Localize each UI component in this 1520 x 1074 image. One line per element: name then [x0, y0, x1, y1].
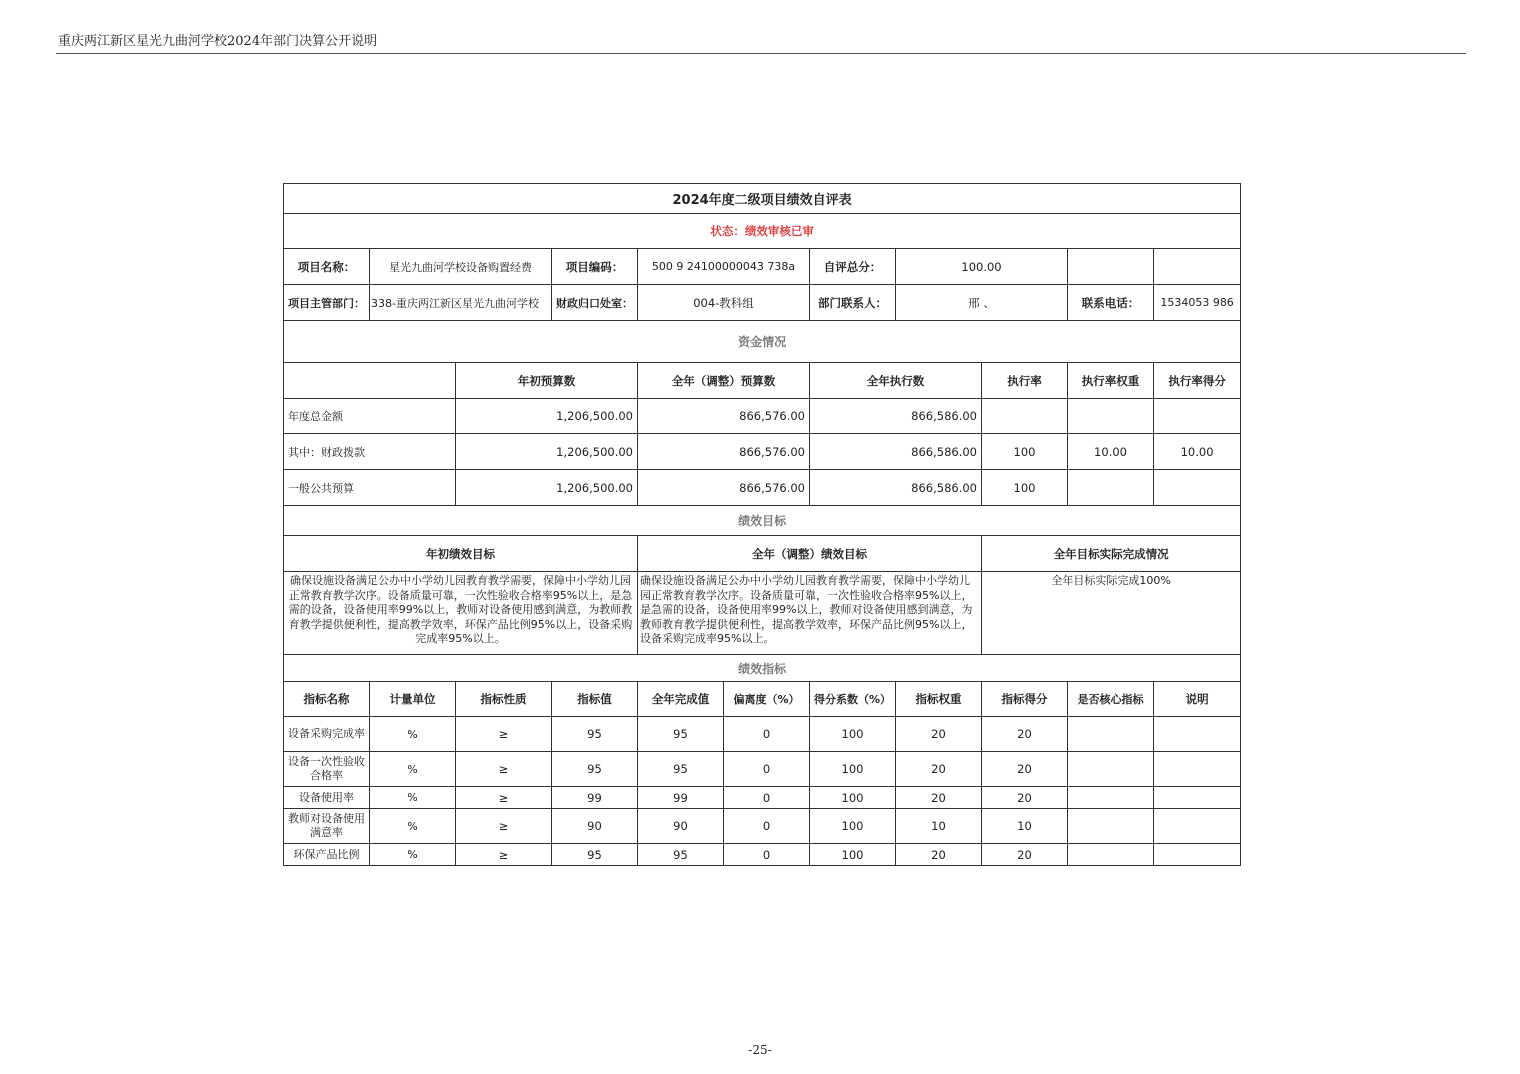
indicator-header: 计量单位	[370, 682, 456, 717]
indicator-nature: ≥	[456, 717, 552, 752]
table-row	[284, 844, 1241, 866]
indicator-name: 设备一次性验收合格率	[284, 752, 370, 787]
self-score-value: 100.00	[896, 249, 1068, 285]
funding-row-executed: 866,586.00	[810, 434, 982, 470]
funding-row-weight	[1068, 399, 1154, 434]
status-text: 状态：绩效审核已审	[284, 214, 1241, 249]
indicator-note	[1154, 844, 1241, 866]
indicator-coefficient: 100	[810, 787, 896, 809]
indicator-core	[1068, 844, 1154, 866]
funding-row-name: 一般公共预算	[284, 470, 456, 506]
indicator-note	[1154, 752, 1241, 787]
indicator-score: 20	[982, 717, 1068, 752]
indicator-unit: %	[370, 809, 456, 844]
table-row	[284, 717, 1241, 752]
indicator-deviation: 0	[724, 844, 810, 866]
funding-header-score: 执行率得分	[1154, 363, 1241, 399]
goals-header-adjusted: 全年（调整）绩效目标	[638, 536, 982, 572]
indicator-header: 偏离度（%）	[724, 682, 810, 717]
indicator-header: 说明	[1154, 682, 1241, 717]
empty-cell	[1068, 249, 1154, 285]
indicator-note	[1154, 809, 1241, 844]
indicator-unit: %	[370, 844, 456, 866]
table-row	[284, 470, 1241, 506]
phone-value: 1534053 986	[1154, 285, 1241, 321]
adjusted-goal-text: 确保设施设备满足公办中小学幼儿园教育教学需要，保障中小学幼儿园正常教育教学次序。设备质量可靠，一次性验收合格率95%以上，是急需的设备，设备使用率99%以上，教师对设备使用感到满意，为教师教育教学提供便利性，提高教学效率，环保产品比例95%以上，设备采购完成率95%以上。	[638, 572, 982, 655]
project-name-value: 星光九曲河学校设备购置经费	[370, 249, 552, 285]
indicator-unit: %	[370, 752, 456, 787]
table-row	[284, 787, 1241, 809]
indicator-coefficient: 100	[810, 752, 896, 787]
indicator-weight: 10	[896, 809, 982, 844]
funding-header-rate: 执行率	[982, 363, 1068, 399]
goals-header-actual: 全年目标实际完成情况	[982, 536, 1241, 572]
indicator-score: 10	[982, 809, 1068, 844]
funding-header-blank	[284, 363, 456, 399]
indicator-header: 是否核心指标	[1068, 682, 1154, 717]
funding-header-executed: 全年执行数	[810, 363, 982, 399]
indicators-section-title: 绩效指标	[284, 655, 1241, 682]
indicator-target: 95	[552, 717, 638, 752]
funding-row-executed: 866,586.00	[810, 470, 982, 506]
indicator-weight: 20	[896, 844, 982, 866]
funding-row-adjusted: 866,576.00	[638, 434, 810, 470]
phone-label: 联系电话：	[1068, 285, 1154, 321]
table-row	[284, 752, 1241, 787]
funding-row-rate: 100	[982, 434, 1068, 470]
indicator-score: 20	[982, 752, 1068, 787]
indicator-weight: 20	[896, 717, 982, 752]
funding-row-rate	[982, 399, 1068, 434]
indicator-deviation: 0	[724, 752, 810, 787]
funding-row-name: 其中：财政拨款	[284, 434, 456, 470]
indicator-actual: 95	[638, 844, 724, 866]
funding-row-score: 10.00	[1154, 434, 1241, 470]
goals-header-initial: 年初绩效目标	[284, 536, 638, 572]
funding-row-initial: 1,206,500.00	[456, 470, 638, 506]
project-code-label: 项目编码：	[552, 249, 638, 285]
indicator-target: 90	[552, 809, 638, 844]
page-number: -25-	[748, 1043, 772, 1057]
funding-header-initial: 年初预算数	[456, 363, 638, 399]
header-divider	[56, 53, 1466, 54]
indicator-name: 设备采购完成率	[284, 717, 370, 752]
indicator-header: 指标名称	[284, 682, 370, 717]
indicator-header: 指标权重	[896, 682, 982, 717]
dept-label: 项目主管部门：	[284, 285, 370, 321]
indicator-deviation: 0	[724, 809, 810, 844]
finance-office-value: 004-教科组	[638, 285, 810, 321]
indicator-deviation: 0	[724, 717, 810, 752]
indicator-target: 99	[552, 787, 638, 809]
indicator-actual: 95	[638, 717, 724, 752]
funding-section-title: 资金情况	[284, 321, 1241, 363]
table-row	[284, 809, 1241, 844]
indicator-core	[1068, 717, 1154, 752]
dept-value: 338-重庆两江新区星光九曲河学校	[370, 285, 552, 321]
indicator-target: 95	[552, 752, 638, 787]
indicator-unit: %	[370, 717, 456, 752]
funding-row-adjusted: 866,576.00	[638, 470, 810, 506]
table-row	[284, 434, 1241, 470]
indicator-actual: 90	[638, 809, 724, 844]
project-code-value: 500 9 24100000043 738a	[638, 249, 810, 285]
contact-label: 部门联系人：	[810, 285, 896, 321]
funding-row-executed: 866,586.00	[810, 399, 982, 434]
funding-row-score	[1154, 399, 1241, 434]
goals-section-title: 绩效目标	[284, 506, 1241, 536]
indicator-name: 设备使用率	[284, 787, 370, 809]
indicator-score: 20	[982, 844, 1068, 866]
funding-row-initial: 1,206,500.00	[456, 399, 638, 434]
funding-row-weight: 10.00	[1068, 434, 1154, 470]
indicator-name: 教师对设备使用满意率	[284, 809, 370, 844]
funding-row-score	[1154, 470, 1241, 506]
indicator-weight: 20	[896, 752, 982, 787]
indicator-core	[1068, 809, 1154, 844]
funding-header-adjusted: 全年（调整）预算数	[638, 363, 810, 399]
funding-row-name: 年度总金额	[284, 399, 456, 434]
indicator-coefficient: 100	[810, 844, 896, 866]
indicator-note	[1154, 717, 1241, 752]
indicator-coefficient: 100	[810, 809, 896, 844]
indicator-score: 20	[982, 787, 1068, 809]
indicator-nature: ≥	[456, 752, 552, 787]
indicator-deviation: 0	[724, 787, 810, 809]
empty-cell	[1154, 249, 1241, 285]
finance-office-label: 财政归口处室：	[552, 285, 638, 321]
funding-row-initial: 1,206,500.00	[456, 434, 638, 470]
contact-value: 邢 、	[896, 285, 1068, 321]
indicator-nature: ≥	[456, 844, 552, 866]
indicator-header: 指标值	[552, 682, 638, 717]
funding-row-weight	[1068, 470, 1154, 506]
self-score-label: 自评总分：	[810, 249, 896, 285]
indicator-nature: ≥	[456, 809, 552, 844]
indicator-coefficient: 100	[810, 717, 896, 752]
project-name-label: 项目名称：	[284, 249, 370, 285]
table-row	[284, 399, 1241, 434]
indicator-core	[1068, 752, 1154, 787]
indicator-header: 指标得分	[982, 682, 1068, 717]
indicator-actual: 95	[638, 752, 724, 787]
indicator-header: 得分系数（%）	[810, 682, 896, 717]
performance-evaluation-table	[283, 183, 1241, 866]
indicator-header: 指标性质	[456, 682, 552, 717]
indicator-nature: ≥	[456, 787, 552, 809]
indicator-core	[1068, 787, 1154, 809]
indicator-header: 全年完成值	[638, 682, 724, 717]
initial-goal-text: 确保设施设备满足公办中小学幼儿园教育教学需要，保障中小学幼儿园正常教育教学次序。设备质量可靠，一次性验收合格率95%以上，是急需的设备，设备使用率99%以上，教师对设备使用感到满意，为教师教育教学提供便利性，提高教学效率，环保产品比例95%以上，设备采购完成率95%以上。	[284, 572, 638, 655]
indicator-target: 95	[552, 844, 638, 866]
table-title: 2024年度二级项目绩效自评表	[284, 184, 1241, 214]
indicator-note	[1154, 787, 1241, 809]
funding-row-adjusted: 866,576.00	[638, 399, 810, 434]
funding-row-rate: 100	[982, 470, 1068, 506]
indicator-unit: %	[370, 787, 456, 809]
funding-header-weight: 执行率权重	[1068, 363, 1154, 399]
indicator-weight: 20	[896, 787, 982, 809]
actual-completion-text: 全年目标实际完成100%	[982, 572, 1241, 655]
indicator-actual: 99	[638, 787, 724, 809]
indicator-name: 环保产品比例	[284, 844, 370, 866]
page-header-title: 重庆两江新区星光九曲河学校2024年部门决算公开说明	[58, 34, 378, 49]
